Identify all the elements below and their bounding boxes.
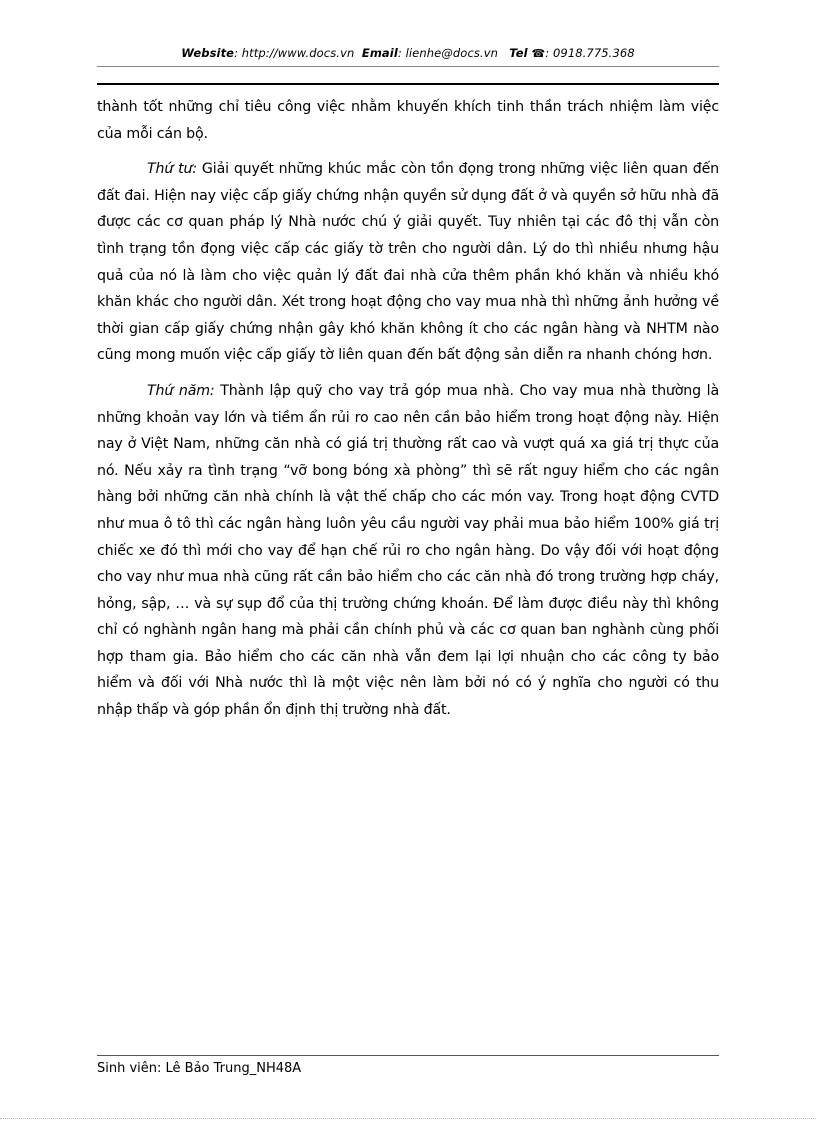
footer-student: Sinh viên: Lê Bảo Trung_NH48A	[97, 1061, 302, 1076]
website-label: Website	[181, 46, 235, 60]
website-value: : http://www.docs.vn	[234, 46, 355, 60]
paragraph-lead: Thứ năm:	[147, 382, 215, 399]
paragraph-lead: Thứ tư:	[147, 161, 198, 178]
paragraph-continuation	[97, 94, 719, 147]
paragraph-text: Giải quyết những khúc mắc còn tồn đọng trong những việc liên quan đến đất đai. Hiện nay việc cấp giấy chứng nhận quyền sử dụng đất ở và quyền sở hữu nhà đã được các cơ quan pháp lý Nhà nước chú ý giải quyết. Tuy nhiên tại các đô thị vẫn còn tình trạng tồn đọng việc cấp các giấy tờ trên cho người dân. Lý do thì nhiều nhưng hậu quả của nó là làm cho việc quản lý đất đai nhà cửa thêm phần khó khăn và nhiều khó khăn khác cho người dân. Xét trong hoạt động cho vay mua nhà thì những ảnh hưởng về thời gian cấp giấy chứng nhận gây khó khăn không ít cho các ngân hàng và NHTM nào cũng mong muốn việc cấp giấy tờ liên quan đến bất động sản diễn ra nhanh chóng hơn.	[97, 161, 719, 364]
footer-divider	[97, 1055, 719, 1056]
paragraph-text: Thành lập quỹ cho vay trả góp mua nhà. Cho vay mua nhà thường là những khoản vay lớn và tiềm ẩn rủi ro cao nên cần bảo hiểm trong hoạt động này. Hiện nay ở Việt Nam, những căn nhà có giá trị thường rất cao và vượt quá xa giá trị thực của nó. Nếu xảy ra tình trạng “vỡ bong bóng xà phòng” thì sẽ rất nguy hiểm cho các ngân hàng bởi những căn nhà chính là vật thế chấp cho các món vay. Trong hoạt động CVTD như mua ô tô thì các ngân hàng luôn yêu cầu người vay phải mua bảo hiểm 100% giá trị chiếc xe đó thì mới cho vay để hạn chế rủi ro cho ngân hàng. Do vậy đối với hoạt động cho vay như mua nhà cũng rất cần bảo hiểm cho các căn nhà đó trong trường hợp cháy, hỏng, sập, … và sự sụp đổ của thị trường chứng khoán. Để làm được điều này thì không chỉ có nghành ngân hang mà phải cần chính phủ và các cơ quan ban nghành cùng phối hợp tham gia. Bảo hiểm cho các căn nhà vẫn đem lại lợi nhuận cho các công ty bảo hiểm và đối với Nhà nước thì là một việc nên làm bởi nó có ý nghĩa cho người có thu nhập thấp và góp phần ổn định thị trường nhà đất.	[97, 382, 720, 719]
email-value: : lienhe@docs.vn	[397, 46, 499, 60]
page-header	[97, 46, 719, 60]
paragraph-text: thành tốt những chỉ tiêu công việc nhằm khuyến khích tinh thần trách nhiệm làm việc của mỗi cán bộ.	[97, 99, 719, 142]
page-edge-guide	[0, 1118, 816, 1119]
header-divider-thick	[97, 83, 719, 85]
document-body	[97, 94, 719, 733]
paragraph-thu-tu	[97, 156, 719, 369]
tel-label: Tel	[509, 46, 528, 60]
paragraph-thu-nam	[97, 378, 719, 724]
phone-icon: ☎	[531, 47, 546, 60]
email-label: Email	[361, 46, 398, 60]
tel-value: : 0918.775.368	[545, 46, 635, 60]
header-divider-thin	[97, 66, 719, 67]
